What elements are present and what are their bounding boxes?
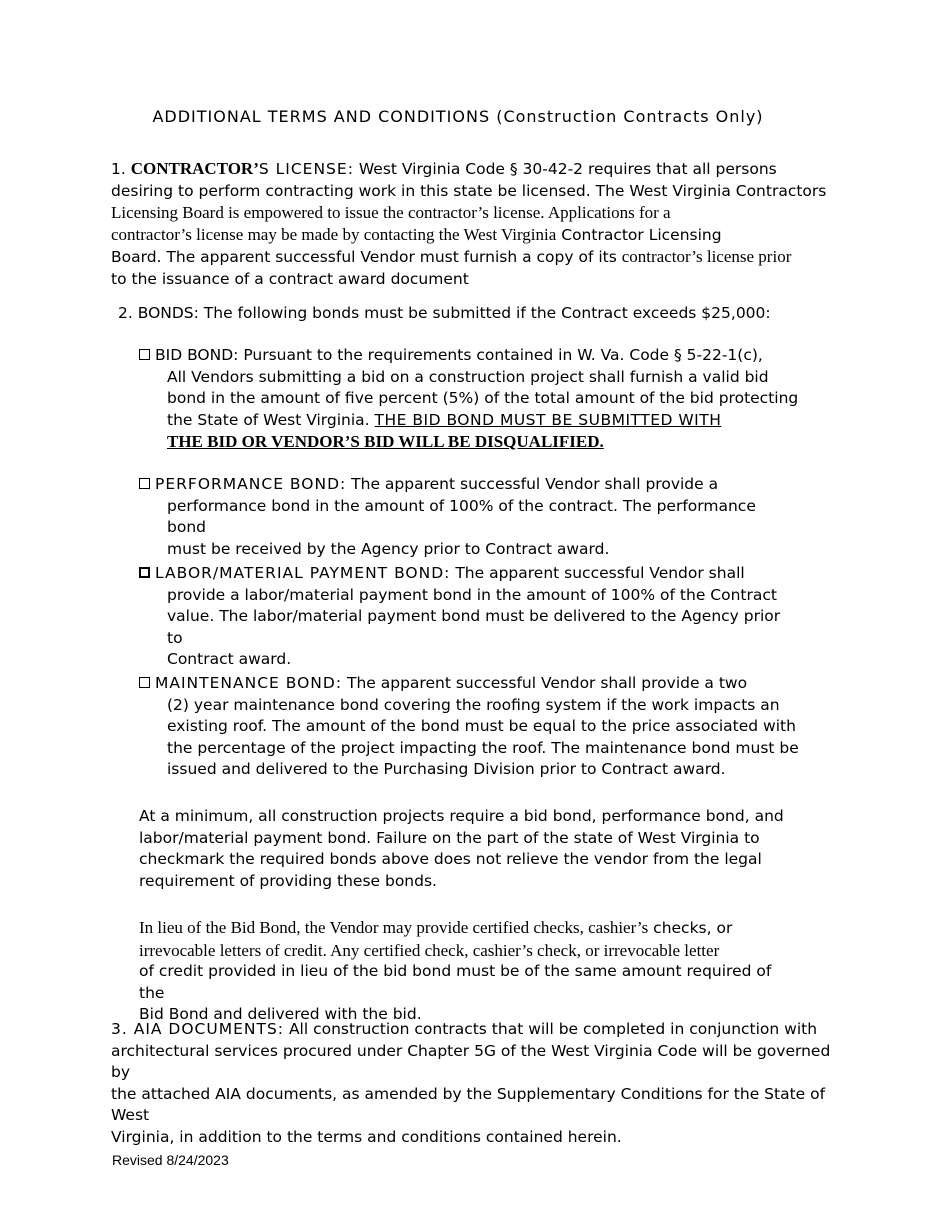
section3-text: All construction contracts that will be completed in conjunction with: [288, 1020, 818, 1038]
section-heading-bold: CONTRACTOR’: [130, 159, 259, 178]
bond-text: bond in the amount of five percent (5%) of the total amount of the bid protecting: [167, 389, 799, 407]
revision-footer: Revised 8/24/2023: [112, 1152, 229, 1168]
performance-bond-label: PERFORMANCE BOND:: [155, 475, 347, 493]
performance-bond-item: [139, 474, 799, 560]
bond-text: existing roof. The amount of the bond must be equal to the price associated with: [167, 717, 796, 735]
bond-text: must be received by the Agency prior to Contract award.: [167, 539, 610, 558]
section3-text: architectural services procured under Chapter 5G of the West Virginia Code will be governed by: [111, 1041, 831, 1081]
note-text: of credit provided in lieu of the bid bond must be of the same amount required of the: [139, 962, 772, 1002]
bond-text: All Vendors submitting a bid on a construction project shall furnish a valid bid: [167, 367, 769, 386]
bonds-section-heading: 2. BONDS: The following bonds must be submitted if the Contract exceeds $25,000:: [118, 304, 771, 322]
section1-line1: [111, 158, 831, 181]
labor-material-bond-item: [139, 563, 799, 671]
maintenance-bond-label: MAINTENANCE BOND:: [155, 674, 343, 692]
bond-text: the percentage of the project impacting the roof. The maintenance bond must be: [167, 738, 799, 757]
section1-text: Board. The apparent successful Vendor must furnish a copy of its: [111, 248, 617, 266]
aia-documents-section: [111, 1019, 851, 1148]
note-text: In lieu of the Bid Bond, the Vendor may provide certified checks, cashier’s: [139, 918, 649, 937]
section1-text: contractor’s license prior: [621, 247, 792, 266]
section1-line4: [111, 224, 831, 247]
note-text: checks, or: [653, 919, 733, 937]
bond-text: value. The labor/material payment bond must be delivered to the Agency prior to: [167, 607, 781, 647]
bond-text: Pursuant to the requirements contained in W. Va. Code § 5-22-1(c),: [243, 346, 763, 364]
bid-bond-item: [139, 345, 799, 453]
maintenance-bond-item: [139, 673, 799, 781]
note-text: labor/material payment bond. Failure on the part of the state of West Virginia to: [139, 828, 760, 847]
note-text: Bid Bond and delivered with the bid.: [139, 1005, 422, 1023]
bond-text: Contract award.: [167, 650, 292, 668]
bid-bond-checkbox[interactable]: [139, 349, 150, 360]
bond-text: provide a labor/material payment bond in the amount of 100% of the Contract: [167, 585, 777, 604]
section1-line2: desiring to perform contracting work in this state be licensed. The West Virginia Contractors: [111, 181, 827, 200]
section1-text: Contractor Licensing: [561, 225, 722, 244]
section1-line6: to the issuance of a contract award document: [111, 269, 469, 288]
section3-text: Virginia, in addition to the terms and conditions contained herein.: [111, 1127, 622, 1146]
bond-text: (2) year maintenance bond covering the roofing system if the work impacts an: [167, 695, 780, 714]
bid-bond-warning-2: THE BID OR VENDOR’S BID WILL BE DISQUALIFIED.: [167, 432, 604, 451]
bond-text: The apparent successful Vendor shall provide a: [351, 475, 719, 493]
section1-line3: Licensing Board is empowered to issue the contractor’s license. Applications for a: [111, 203, 671, 222]
bond-text: the State of West Virginia.: [167, 410, 370, 429]
bond-text: issued and delivered to the Purchasing Division prior to Contract award.: [167, 760, 726, 778]
aia-documents-label: 3. AIA DOCUMENTS:: [111, 1020, 285, 1038]
note-text: checkmark the required bonds above does not relieve the vendor from the legal: [139, 850, 762, 868]
labor-bond-label: LABOR/MATERIAL PAYMENT BOND:: [155, 564, 451, 582]
section1-text: West Virginia Code § 30-42-2 requires that all persons: [358, 160, 777, 178]
section-number: 1.: [111, 160, 126, 178]
bond-text: The apparent successful Vendor shall: [455, 564, 745, 582]
note-text: requirement of providing these bonds.: [139, 871, 437, 890]
bond-requirement-note: [139, 806, 799, 892]
note-text: irrevocable letters of credit. Any certified check, cashier’s check, or irrevocable letter: [139, 940, 720, 960]
maintenance-bond-checkbox[interactable]: [139, 677, 150, 688]
bid-bond-label: BID BOND:: [155, 346, 239, 364]
bid-bond-warning: THE BID BOND MUST BE SUBMITTED WITH: [374, 410, 722, 429]
section1-line5: [111, 246, 831, 269]
labor-bond-checkbox[interactable]: [139, 567, 150, 578]
note-text: At a minimum, all construction projects require a bid bond, performance bond, and: [139, 807, 784, 825]
section-heading: S LICENSE:: [258, 160, 354, 178]
bond-text: performance bond in the amount of 100% of the contract. The performance bond: [167, 496, 756, 536]
section1-text: contractor’s license may be made by contacting the West Virginia: [111, 224, 557, 244]
section3-text: the attached AIA documents, as amended by the Supplementary Conditions for the State of West: [111, 1084, 826, 1124]
bond-text: The apparent successful Vendor shall provide a two: [347, 674, 748, 692]
performance-bond-checkbox[interactable]: [139, 478, 150, 489]
page-title: ADDITIONAL TERMS AND CONDITIONS (Construction Contracts Only): [152, 107, 764, 126]
contractor-license-section: [111, 158, 831, 290]
bid-bond-alternative-note: [139, 917, 799, 1026]
